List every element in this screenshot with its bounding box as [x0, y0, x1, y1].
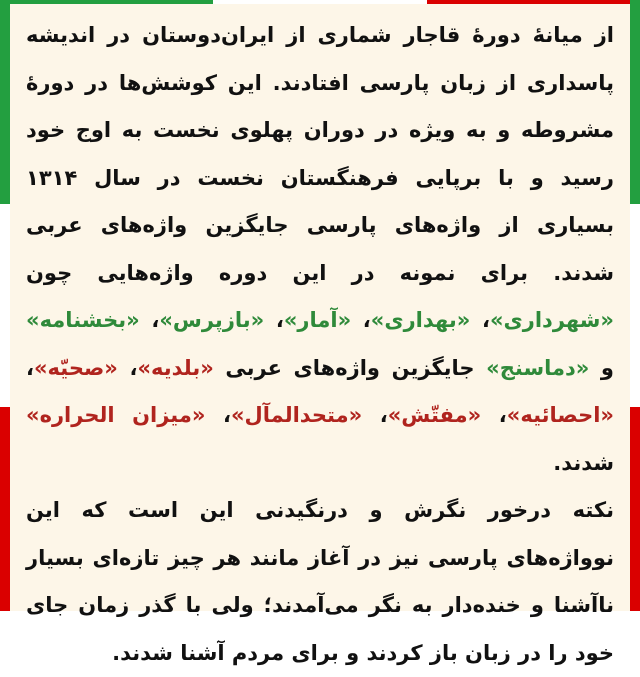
arabic-word: «بلدیه»: [137, 355, 214, 380]
paragraph-2: نکته درخور نگرش و درنگیدنی این است که این نوواژه‌های پارسی نیز در آغاز مانند هر چیز تازه‌ای بسیار ناآشنا و خنده‌دار به نگر می‌آمدند؛ ولی با گذر زمان جای خود را در زبان باز کردند و برای مردم آشنا شدند.: [26, 498, 614, 665]
persian-word: «بهداری»: [370, 308, 471, 332]
paragraph-1-end: شدند.: [553, 450, 614, 475]
arabic-word: «صحیّه»: [33, 355, 118, 380]
paragraph-1-intro: از میانهٔ دورهٔ قاجار شماری از ایران‌دوستان در اندیشه پاسداری از زبان پارسی افتادند. این کوشش‌ها در دورهٔ مشروطه و به ویژه در دوران پهلوی نخست به اوج خود رسید و با برپایی فرهنگستان نخست در سال ۱۳۱۴ بسیاری از واژه‌های پارسی جایگزین واژه‌های عربی شدند. برای نمونه در این دوره واژه‌هایی چون: [26, 23, 614, 285]
arabic-word: «میزان الحراره»: [26, 403, 206, 427]
persian-word: «شهرداری»: [489, 308, 614, 332]
paragraph-1-mid: جایگزین واژه‌های عربی: [225, 355, 475, 380]
persian-word: «بخشنامه»: [26, 308, 140, 332]
persian-word: «آمار»: [283, 308, 352, 332]
arabic-word: «احصائیه»: [506, 403, 615, 427]
persian-word: «دماسنج»: [486, 355, 590, 380]
arabic-word: «متحدالمآل»: [230, 403, 363, 427]
flag-right-border: [630, 0, 640, 611]
arabic-word: «مفتّش»: [387, 403, 482, 427]
persian-word: «بازپرس»: [159, 308, 265, 332]
paragraph-1: از میانهٔ دورهٔ قاجار شماری از ایران‌دوستان در اندیشه پاسداری از زبان پارسی افتادند. این کوشش‌ها در دورهٔ مشروطه و به ویژه در دوران پهلوی نخست به اوج خود رسید و با برپایی فرهنگستان نخست در سال ۱۳۱۴ بسیاری از واژه‌های پارسی جایگزین واژه‌های عربی شدند. برای نمونه در این دوره واژه‌هایی چون «شهرداری»، «بهداری»، «آمار»، «بازپرس»، «بخشنامه» و «دماسنج» جایگزین واژه‌های عربی «بلدیه»، «صحیّه»، «احصائیه»، «مفتّش»، «متحدالمآل»، «میزان الحراره» شدند.: [26, 23, 615, 475]
article-text: [26, 12, 614, 677]
flag-left-border: [0, 0, 10, 611]
